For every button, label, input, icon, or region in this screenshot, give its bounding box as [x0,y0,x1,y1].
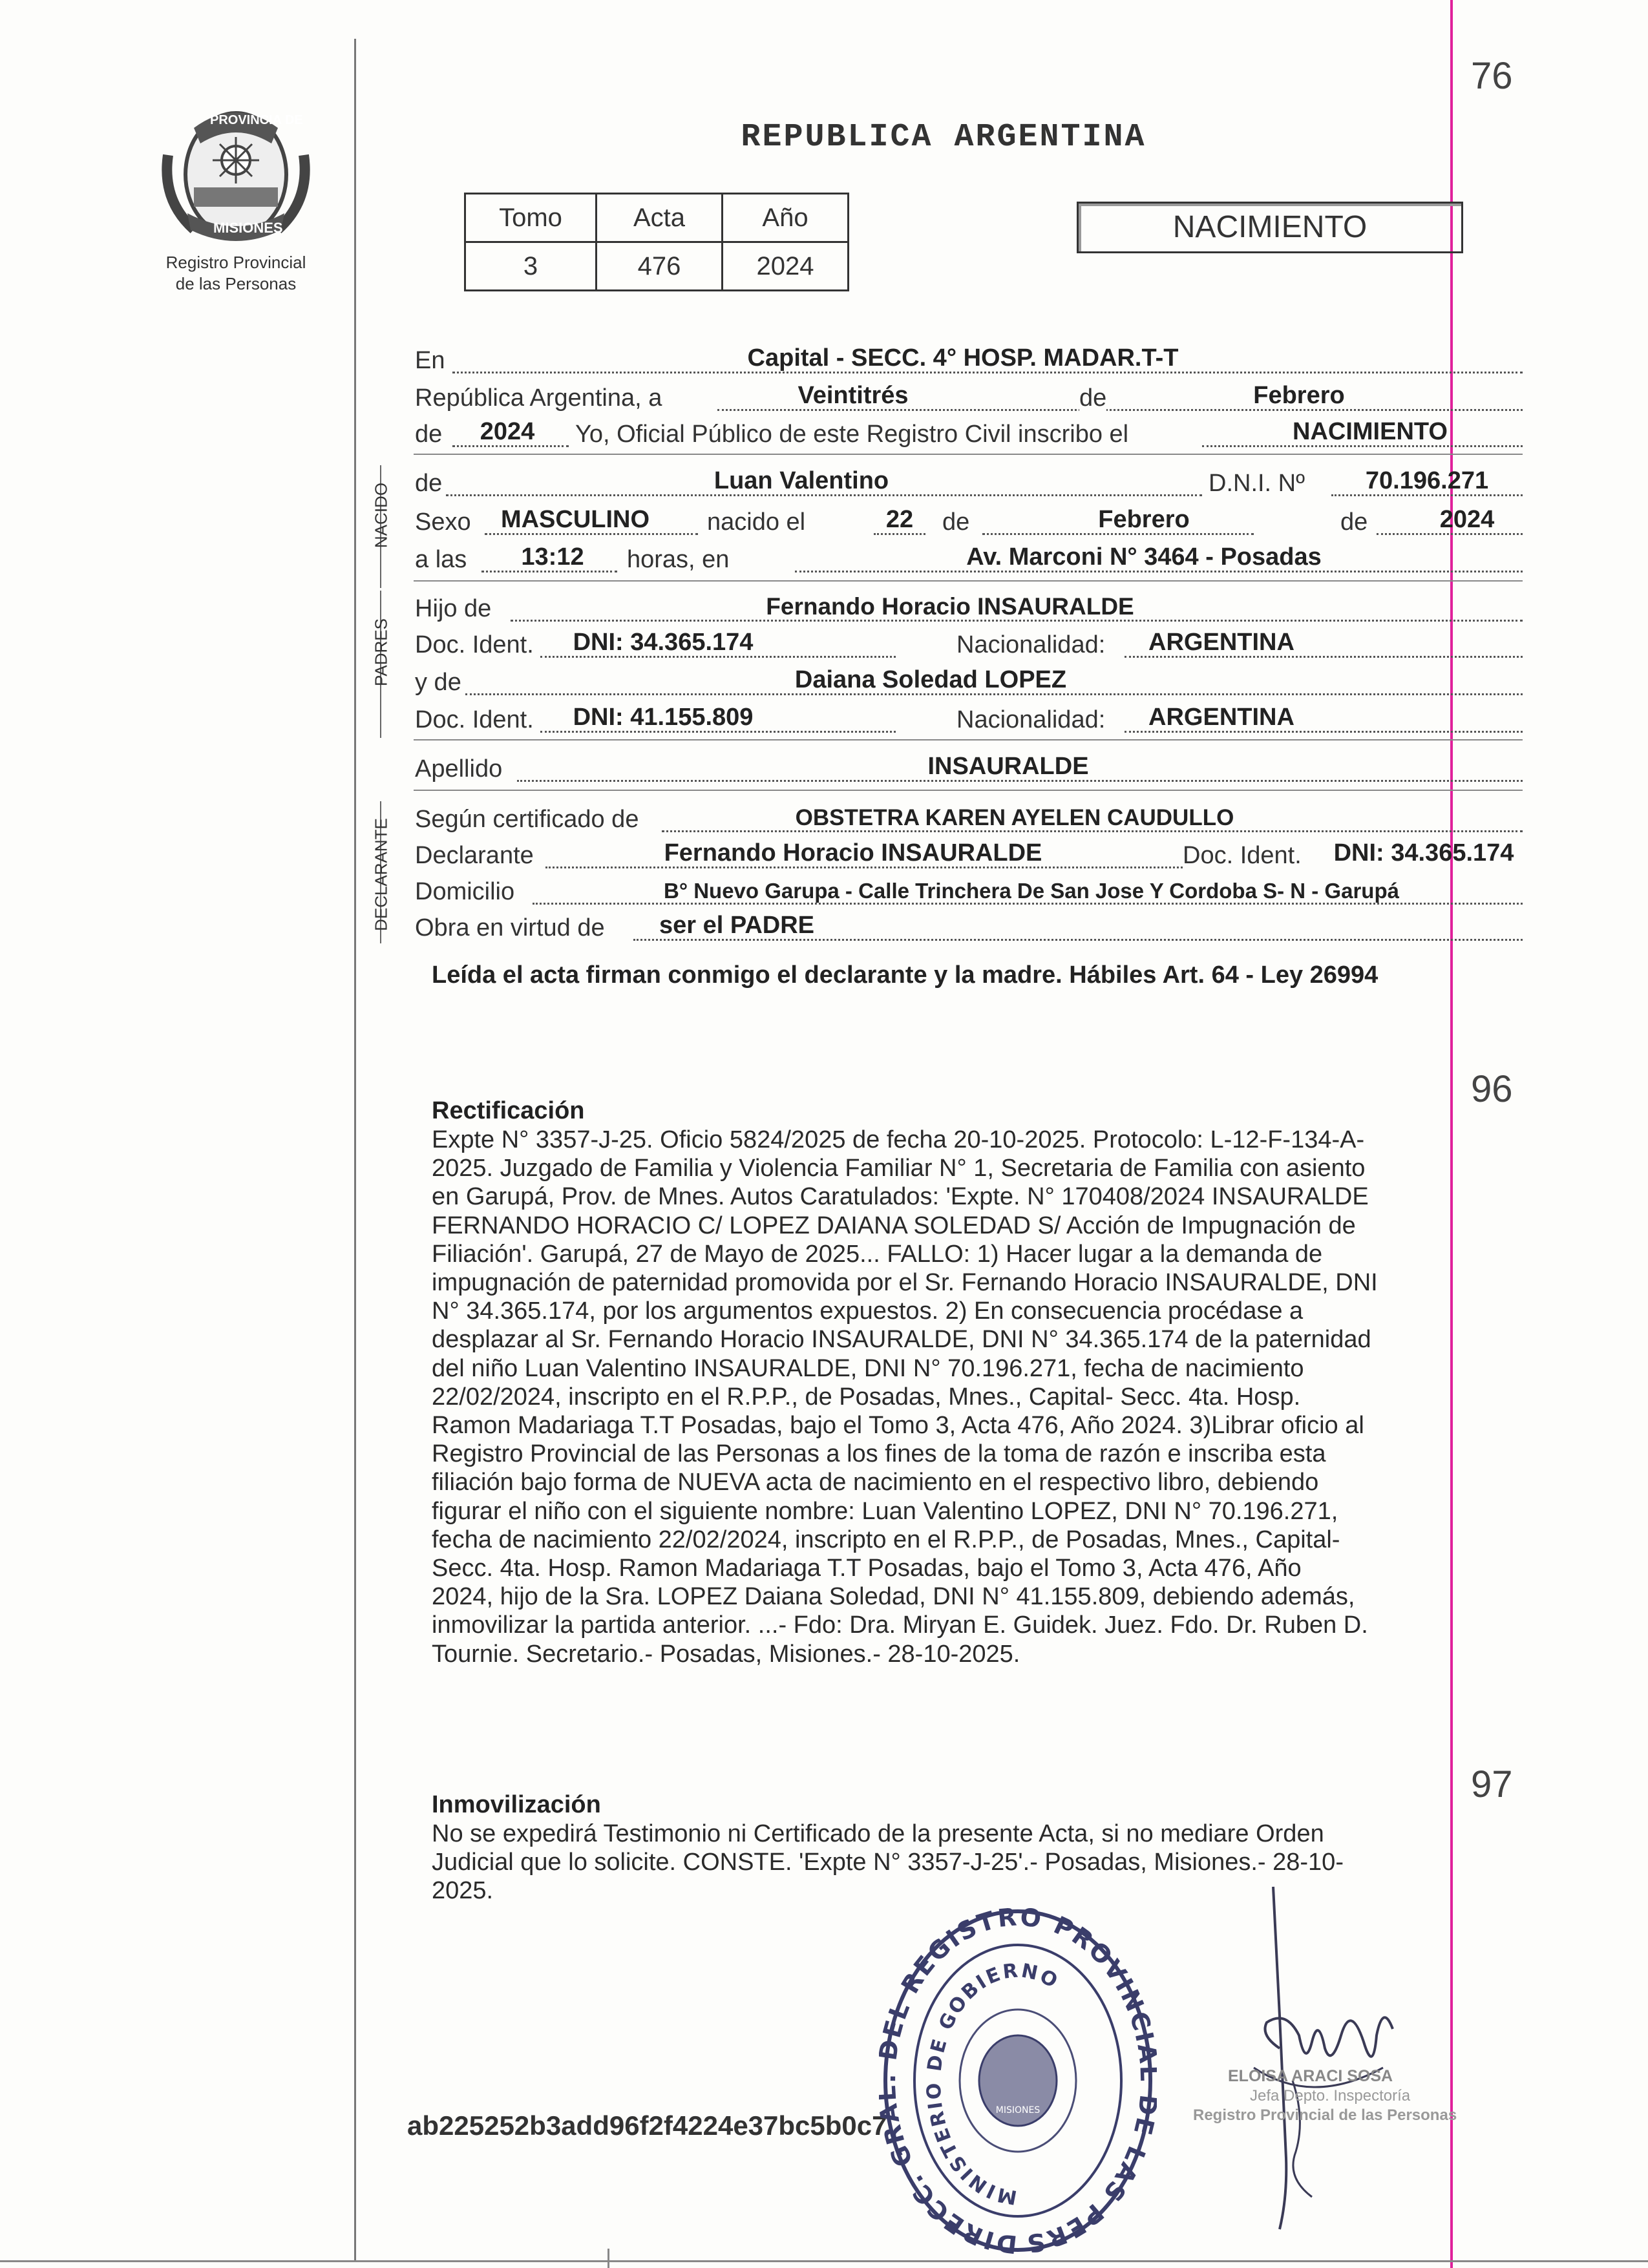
left-margin-line [354,39,356,2262]
value-certificado: OBSTETRA KAREN AYELEN CAUDULLO [795,805,1234,830]
text-line: 2025. Juzgado de Familia y Violencia Familiar N° 1, Secretaria de Familia con asiento [432,1155,1366,1182]
record-table [464,193,849,291]
text-line: fecha de nacimiento 22/02/2024, inscripto en el R.P.P., de Posadas, Mnes., Capital- [432,1526,1340,1553]
logo-text-top: PROVINCIA DE [210,113,303,127]
row-declarante [414,836,1523,872]
text-line: Judicial que lo solicite. CONSTE. 'Expte N° 3357-J-25'.- Posadas, Misiones.- 28-10- [432,1849,1344,1876]
rectificacion-title: Rectificación [432,1097,585,1124]
record-type-box: NACIMIENTO [1077,202,1463,253]
separator [414,454,1523,455]
signer-role: Jefa Depto. Inspectoría [1250,2087,1411,2105]
value-month: Febrero [1253,382,1345,409]
separator [414,790,1523,791]
value-day: Veintitrés [798,382,909,409]
label-officer: Yo, Oficial Público de este Registro Civil inscribo el [575,421,1129,448]
page-number: 76 [1471,55,1513,97]
row-y-de [414,663,1523,699]
label-de: de [1340,509,1368,536]
label-segun-certificado: Según certificado de [415,806,639,833]
logo-caption-line1: Registro Provincial [165,253,306,272]
text-line: Filiación'. Garupá, 27 de Mayo de 2025... FALLO: 1) Hacer lugar a la demanda de [432,1240,1323,1268]
text-line: filiación bajo forma de NUEVA acta de nacimiento en el respectivo libro, debiendo [432,1469,1319,1496]
table-header-acta: Acta [597,194,723,242]
label-hijo-de: Hijo de [415,595,492,622]
label-nacionalidad: Nacionalidad: [956,706,1106,733]
table-header-tomo: Tomo [465,194,597,242]
text-line: 2025. [432,1877,494,1905]
label-horas-en: horas, en [627,546,730,573]
bottom-border-line [0,2260,1648,2262]
label-obra: Obra en virtud de [415,914,605,941]
label-doc-ident: Doc. Ident. [415,631,534,658]
closing-note: Leída el acta firman conmigo el declarante y la madre. Hábiles Art. 64 - Ley 26994 [432,961,1379,989]
document-hash: ab225252b3add96f2f4224e37bc5b0c7 [407,2110,887,2141]
label-apellido: Apellido [415,755,503,782]
rectificacion-text [432,1126,1525,1668]
row-mother-doc [414,700,1523,737]
label-de: de [415,470,443,497]
value-apellido: INSAURALDE [927,753,1089,780]
label-nacionalidad: Nacionalidad: [956,631,1106,658]
value-dni: 70.196.271 [1365,467,1489,494]
value-time: 13:12 [521,543,584,571]
table-value-tomo: 3 [465,242,597,291]
text-line: 22/02/2024, inscripto en el R.P.P., de Posadas, Mnes., Capital- Secc. 4ta. Hosp. [432,1383,1301,1411]
text-line: Secc. 4ta. Hosp. Ramon Madariaga T.T Posadas, bajo el Tomo 3, Acta 476, Año [432,1555,1302,1582]
value-domicilio: B° Nuevo Garupa - Calle Trinchera De San Jose Y Cordoba S- N - Garupá [664,879,1399,903]
page-title: REPUBLICA ARGENTINA [741,119,1146,156]
value-mother: Daiana Soledad LOPEZ [794,666,1067,693]
text-line: desplazar al Sr. Fernando Horacio INSAURALDE, DNI N° 34.365.174 de la paternidad [432,1326,1371,1354]
value-place: Capital - SECC. 4° HOSP. MADAR.T-T [747,344,1179,372]
row-domicilio [414,872,1523,908]
label-a-las: a las [415,546,467,573]
value-father-nationality: ARGENTINA [1148,629,1294,656]
table-header-anio: Año [723,194,849,242]
value-mother-doc: DNI: 41.155.809 [573,704,754,731]
text-line: en Garupá, Prov. de Mnes. Autos Caratulados: 'Expte. N° 170408/2024 INSAURALDE [432,1183,1369,1211]
text-line: No se expedirá Testimonio ni Certificado de la presente Acta, si no mediare Orden [432,1820,1324,1847]
value-declarante-doc: DNI: 34.365.174 [1333,839,1514,866]
text-line: inmovilizar la partida anterior. ...- Fdo: Dra. Miryan E. Guidek. Juez. Fdo. Dr. Ruben D. [432,1612,1368,1639]
stamp-outer-text: DIRECC. GR EL REGISTRO PROVINCI E LAS PERS [879,1902,1157,2259]
text-line: 2024, hijo de la Sra. LOPEZ Daiana Soledad, DNI N° 41.155.809, debiendo además, [432,1583,1355,1611]
row-year-officer [414,415,1523,451]
logo-caption [129,252,343,295]
table-value-anio: 2024 [723,242,849,291]
signer-office: Registro Provincial de las Personas [1193,2106,1457,2124]
text-line: Expte N° 3357-J-25. Oficio 5824/2025 de fecha 20-10-2025. Protocolo: L-12-F-134-A- [432,1126,1365,1153]
text-line: N° 34.365.174, por los argumentos expuestos. 2) En consecuencia procédase a [432,1297,1304,1325]
section-label-nacido: NACIDO [371,482,391,549]
text-line: Tournie. Secretario.- Posadas, Misiones.- 28-10-2025. [432,1640,1020,1668]
value-declarante: Fernando Horacio INSAURALDE [664,839,1042,866]
stamp-inner-text: MINISTERIO DE GOBIERNO [922,1959,1063,2209]
label-domicilio: Domicilio [415,878,515,905]
separator [414,739,1523,740]
label-doc-ident: Doc. Ident. [415,706,534,733]
text-line: figurar el niño con el siguiente nombre: Luan Valentino LOPEZ, DNI N° 70.196.271, [432,1497,1338,1525]
text-line: Ramon Madariaga T.T Posadas, bajo el Tomo 3, Acta 476, Año 2024. 3)Librar oficio al [432,1412,1364,1440]
row-certificado [414,800,1523,836]
text-line: del niño Luan Valentino INSAURALDE, DNI N° 70.196.271, fecha de nacimiento [432,1354,1304,1382]
stamp-center-text: MISIONES [995,2105,1041,2116]
logo-caption-line2: de las Personas [175,274,297,293]
row-republica [414,379,1523,415]
value-birth-month: Febrero [1098,506,1190,533]
inmovilizacion-title: Inmovilización [432,1791,601,1818]
label-en: En [415,347,445,374]
label-de: de [1079,384,1107,412]
value-child-name: Luan Valentino [713,467,889,494]
annotation-number-97: 97 [1471,1763,1513,1805]
value-father: Fernando Horacio INSAURALDE [766,593,1134,620]
row-sexo [414,503,1523,539]
handwritten-signature [1215,1874,1435,2236]
table-value-acta: 476 [597,242,723,291]
official-stamp [879,1900,1157,2262]
text-line: impugnación de paternidad promovida por el Sr. Fernando Horacio INSAURALDE, DNI [432,1269,1378,1297]
label-republica: República Argentina, a [415,384,662,412]
value-obra: ser el PADRE [659,912,815,939]
value-father-doc: DNI: 34.365.174 [573,629,754,656]
value-birth-year: 2024 [1439,506,1495,533]
value-birth-day: 22 [885,506,914,533]
text-line: Registro Provincial de las Personas a los fines de la toma de razón e inscriba esta [432,1440,1326,1468]
section-label-padres: PADRES [371,618,391,686]
value-sexo: MASCULINO [500,506,650,533]
row-hijo-de [414,589,1523,625]
label-declarante: Declarante [415,842,534,869]
label-dni: D.N.I. Nº [1209,470,1305,497]
logo-text-bottom: MISIONES [213,220,283,236]
signer-name: ELOISA ARACI SOSA [1228,2067,1393,2085]
value-mother-nationality: ARGENTINA [1148,704,1294,731]
row-en [414,341,1523,377]
separator [414,580,1523,582]
label-y-de: y de [415,669,461,696]
row-nacido-name [414,464,1523,500]
value-inscribed: NACIMIENTO [1293,418,1448,445]
label-de2: de [415,421,443,448]
annotation-number-96: 96 [1471,1068,1513,1110]
row-father-doc [414,625,1523,662]
label-sexo: Sexo [415,509,471,536]
label-nacido-el: nacido el [707,509,806,536]
section-label-declarante: DECLARANTE [371,818,391,931]
label-de: de [942,509,970,536]
text-line: FERNANDO HORACIO C/ LOPEZ DAIANA SOLEDAD S/ Acción de Impugnación de [432,1212,1356,1239]
value-year: 2024 [480,418,535,445]
row-hora [414,540,1523,576]
value-birth-place: Av. Marconi N° 3464 - Posadas [966,543,1322,571]
signature-block [1228,2066,1393,2086]
row-obra [414,908,1523,945]
label-doc-ident: Doc. Ident. [1183,842,1302,869]
bottom-tick-line [607,2249,609,2268]
row-apellido [414,750,1523,786]
